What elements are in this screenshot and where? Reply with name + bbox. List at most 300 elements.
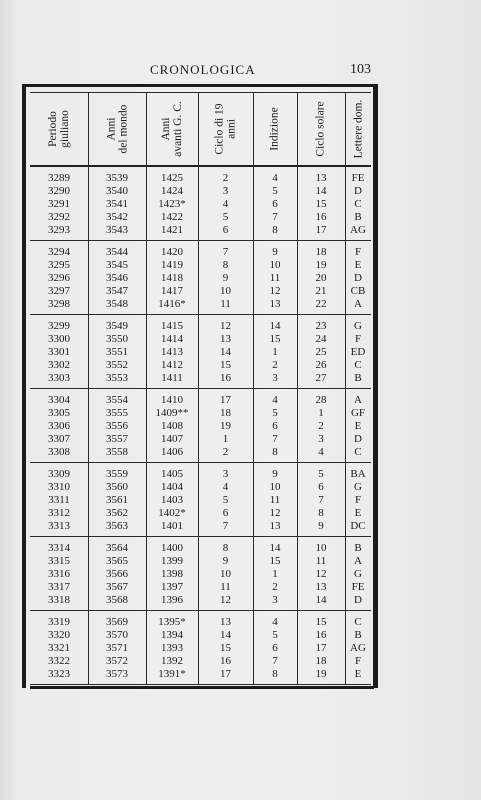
table-cell: 1397 [161, 581, 183, 593]
table-cell: 3304 [48, 394, 70, 406]
table-cell: 3 [272, 372, 278, 384]
column-header-2 [88, 93, 146, 165]
table-cell: 1402* [158, 507, 186, 519]
table-cell: 1 [272, 346, 278, 358]
table-cell: 15 [315, 616, 327, 628]
chronology-table [22, 84, 378, 688]
table-cell: 1396 [161, 594, 183, 606]
year-group [30, 462, 371, 537]
year-group [30, 536, 371, 611]
table-cell: 3315 [48, 555, 70, 567]
table-cell: 8 [318, 507, 324, 519]
table-cell: 3570 [106, 629, 128, 641]
column-header-1 [30, 93, 88, 165]
table-row [30, 185, 371, 198]
table-cell: 1394 [161, 629, 183, 641]
table-cell: 4 [318, 446, 324, 458]
table-cell: D [354, 594, 362, 606]
table-cell: 11 [220, 581, 231, 593]
table-cell: 7 [272, 211, 278, 223]
table-cell: BA [350, 468, 366, 480]
table-row [30, 581, 371, 594]
table-cell: 3562 [106, 507, 128, 519]
table-cell: 3 [272, 594, 278, 606]
table-row [30, 507, 371, 520]
table-cell: 1 [272, 568, 278, 580]
table-row [30, 520, 371, 533]
column-rule [253, 92, 254, 684]
table-bottom-rule [30, 686, 374, 689]
column-header-label: Anni del mondo [105, 104, 129, 154]
table-cell: 10 [220, 568, 231, 580]
table-cell: 4 [272, 394, 278, 406]
table-cell: 1415 [161, 320, 183, 332]
table-row [30, 359, 371, 372]
table-cell: F [354, 494, 362, 506]
table-cell: 1425 [161, 172, 183, 184]
table-cell: 8 [222, 542, 229, 554]
table-cell: 2 [222, 446, 229, 458]
year-group [30, 610, 371, 685]
column-header-4 [198, 93, 253, 165]
table-row [30, 655, 371, 668]
table-cell: 5 [318, 468, 324, 480]
table-cell: 1 [222, 433, 229, 445]
table-row [30, 198, 371, 211]
table-row [30, 246, 371, 259]
table-cell: 3566 [106, 568, 128, 580]
table-cell: 3549 [106, 320, 128, 332]
year-group [30, 388, 371, 463]
table-cell: 3313 [48, 520, 70, 532]
table-cell: 8 [272, 446, 278, 458]
table-row [30, 333, 371, 346]
table-cell: 3572 [106, 655, 128, 667]
table-cell: 3552 [106, 359, 128, 371]
year-group [30, 166, 371, 241]
table-cell: 3309 [48, 468, 70, 480]
table-cell: B [354, 629, 362, 641]
table-cell: E [354, 507, 362, 519]
table-cell: 3 [222, 185, 229, 197]
column-header-label: Indizione [269, 107, 281, 151]
table-cell: B [354, 542, 362, 554]
table-row [30, 272, 371, 285]
table-cell: G [354, 481, 362, 493]
table-row [30, 298, 371, 311]
table-cell: 3567 [106, 581, 128, 593]
table-cell: 16 [315, 629, 327, 641]
table-cell: 10 [315, 542, 327, 554]
table-row [30, 259, 371, 272]
page-number: 103 [350, 62, 371, 77]
table-cell: 3555 [106, 407, 128, 419]
column-header-label: Ciclo di 19 anni [213, 103, 238, 155]
table-row [30, 320, 371, 333]
column-rule [198, 92, 199, 684]
table-cell: A [354, 298, 362, 310]
table-cell: 6 [222, 507, 229, 519]
table-cell: 3546 [106, 272, 128, 284]
table-cell: B [354, 372, 362, 384]
table-cell: 13 [315, 581, 327, 593]
table-cell: C [354, 446, 362, 458]
table-row [30, 481, 371, 494]
table-cell: 15 [269, 555, 281, 567]
table-cell: 1399 [161, 555, 183, 567]
table-inner [30, 92, 371, 690]
table-cell: 14 [220, 346, 231, 358]
table-cell: 22 [315, 298, 327, 310]
table-cell: 3320 [48, 629, 70, 641]
table-cell: 1417 [161, 285, 183, 297]
column-header-3 [146, 93, 198, 165]
table-cell: 19 [315, 668, 327, 680]
table-cell: 19 [220, 420, 231, 432]
table-cell: 15 [220, 642, 231, 654]
table-cell: 5 [272, 407, 278, 419]
table-row [30, 642, 371, 655]
table-cell: 3542 [106, 211, 128, 223]
table-cell: C [354, 616, 362, 628]
table-cell: 1421 [161, 224, 183, 236]
table-cell: 3314 [48, 542, 70, 554]
table-cell: 3571 [106, 642, 128, 654]
table-cell: 3556 [106, 420, 128, 432]
table-cell: 3560 [106, 481, 128, 493]
year-group [30, 314, 371, 389]
table-cell: 21 [315, 285, 327, 297]
table-cell: 3322 [48, 655, 70, 667]
table-cell: 15 [220, 359, 231, 371]
table-cell: 3293 [48, 224, 70, 236]
table-cell: 10 [220, 285, 231, 297]
table-cell: 9 [222, 555, 229, 567]
table-row [30, 616, 371, 629]
table-cell: 3550 [106, 333, 128, 345]
table-cell: 3563 [106, 520, 128, 532]
table-cell: 1409** [155, 407, 189, 419]
table-cell: 2 [272, 581, 278, 593]
table-row [30, 468, 371, 481]
table-row [30, 420, 371, 433]
table-cell: DC [350, 520, 366, 532]
table-cell: 3539 [106, 172, 128, 184]
table-cell: E [354, 420, 362, 432]
table-cell: 3294 [48, 246, 70, 258]
table-cell: 14 [315, 185, 327, 197]
table-cell: 3296 [48, 272, 70, 284]
table-cell: 16 [315, 211, 327, 223]
table-row [30, 172, 371, 185]
table-cell: 23 [315, 320, 327, 332]
table-cell: 3316 [48, 568, 70, 580]
table-cell: 13 [315, 172, 327, 184]
table-cell: 18 [315, 246, 327, 258]
table-cell: 1414 [161, 333, 183, 345]
table-cell: G [354, 568, 362, 580]
table-cell: 10 [269, 259, 281, 271]
table-cell: 3319 [48, 616, 70, 628]
table-cell: 1412 [161, 359, 183, 371]
table-cell: 17 [315, 642, 327, 654]
table-row [30, 285, 371, 298]
table-cell: 1404 [161, 481, 183, 493]
table-cell: D [354, 185, 362, 197]
table-cell: 3544 [106, 246, 128, 258]
table-cell: 3540 [106, 185, 128, 197]
table-cell: 1423* [158, 198, 186, 210]
table-cell: 14 [315, 594, 327, 606]
table-cell: 17 [220, 394, 231, 406]
table-cell: 3323 [48, 668, 70, 680]
table-cell: 7 [272, 655, 278, 667]
table-row [30, 394, 371, 407]
table-cell: 1407 [161, 433, 183, 445]
table-cell: 1391* [158, 668, 186, 680]
table-cell: 7 [318, 494, 324, 506]
table-row [30, 629, 371, 642]
table-cell: AG [350, 642, 366, 654]
table-cell: 4 [222, 481, 229, 493]
table-cell: 8 [222, 259, 229, 271]
table-cell: 3305 [48, 407, 70, 419]
table-cell: 3303 [48, 372, 70, 384]
table-cell: 1411 [161, 372, 183, 384]
column-header-label: Ciclo solare [315, 101, 327, 157]
table-cell: A [354, 394, 362, 406]
table-cell: 3565 [106, 555, 128, 567]
table-cell: 20 [315, 272, 327, 284]
table-row [30, 433, 371, 446]
table-cell: 9 [318, 520, 324, 532]
table-cell: D [354, 272, 362, 284]
table-cell: 8 [272, 668, 278, 680]
table-cell: 3569 [106, 616, 128, 628]
table-cell: 1405 [161, 468, 183, 480]
column-header-label: Lettere dom. [352, 99, 365, 159]
table-row [30, 446, 371, 459]
table-row [30, 594, 371, 607]
table-cell: 1418 [161, 272, 183, 284]
table-row [30, 494, 371, 507]
table-cell: 7 [222, 246, 229, 258]
running-head-title: CRONOLOGICA [150, 62, 256, 77]
table-cell: 14 [220, 629, 231, 641]
table-row [30, 407, 371, 420]
table-cell: 1410 [161, 394, 183, 406]
table-cell: 3290 [48, 185, 70, 197]
table-cell: 1403 [161, 494, 183, 506]
table-cell: 1398 [161, 568, 183, 580]
column-rule [146, 92, 147, 684]
table-cell: ED [350, 346, 366, 358]
table-cell: 5 [272, 629, 278, 641]
table-cell: G [354, 320, 362, 332]
table-cell: 2 [318, 420, 324, 432]
table-cell: 1395* [158, 616, 186, 628]
table-cell: 3308 [48, 446, 70, 458]
table-cell: 3564 [106, 542, 128, 554]
table-cell: 5 [222, 211, 229, 223]
table-cell: 1393 [161, 642, 183, 654]
table-cell: F [354, 333, 362, 345]
table-cell: 12 [220, 594, 231, 606]
table-cell: 3307 [48, 433, 70, 445]
table-cell: 9 [272, 246, 278, 258]
table-cell: 24 [315, 333, 327, 345]
table-cell: 3548 [106, 298, 128, 310]
table-cell: 13 [269, 298, 281, 310]
table-cell: 18 [220, 407, 231, 419]
table-cell: 3553 [106, 372, 128, 384]
table-cell: 1422 [161, 211, 183, 223]
table-cell: 1401 [161, 520, 183, 532]
table-cell: 3291 [48, 198, 70, 210]
table-cell: 3541 [106, 198, 128, 210]
table-cell: 3551 [106, 346, 128, 358]
table-cell: 13 [220, 333, 231, 345]
table-cell: 3289 [48, 172, 70, 184]
table-cell: F [354, 246, 362, 258]
column-header-label: Anni avanti G. C. [160, 101, 185, 157]
table-row [30, 668, 371, 681]
column-header-label: Periodo giuliano [46, 110, 71, 148]
table-cell: 5 [222, 494, 229, 506]
table-header [30, 92, 371, 167]
table-cell: 8 [272, 224, 278, 236]
table-row [30, 346, 371, 359]
table-cell: 12 [269, 507, 281, 519]
column-rule [345, 92, 346, 684]
table-cell: 3558 [106, 446, 128, 458]
table-cell: D [354, 433, 362, 445]
table-cell: 28 [315, 394, 327, 406]
table-cell: 1 [318, 407, 324, 419]
table-cell: 1416* [158, 298, 186, 310]
table-cell: 12 [315, 568, 327, 580]
table-cell: 3302 [48, 359, 70, 371]
table-cell: 4 [272, 172, 278, 184]
table-cell: GF [350, 407, 366, 419]
table-cell: 13 [220, 616, 231, 628]
column-rule [297, 92, 298, 684]
table-cell: 1392 [161, 655, 183, 667]
table-cell: 7 [222, 520, 229, 532]
table-cell: A [354, 555, 362, 567]
table-cell: 26 [315, 359, 327, 371]
table-cell: 5 [272, 185, 278, 197]
table-cell: 16 [220, 655, 231, 667]
table-cell: 2 [272, 359, 278, 371]
table-cell: AG [350, 224, 366, 236]
table-cell: 3561 [106, 494, 128, 506]
table-cell: 12 [220, 320, 231, 332]
table-cell: 3568 [106, 594, 128, 606]
table-cell: 6 [272, 420, 278, 432]
table-cell: 3573 [106, 668, 128, 680]
table-cell: 3554 [106, 394, 128, 406]
table-cell: 7 [272, 433, 278, 445]
table-cell: 3310 [48, 481, 70, 493]
table-cell: C [354, 198, 362, 210]
table-cell: 6 [222, 224, 229, 236]
table-cell: 1420 [161, 246, 183, 258]
column-rule [88, 92, 89, 684]
table-cell: FE [351, 172, 365, 184]
table-cell: 3 [222, 468, 229, 480]
table-cell: 1406 [161, 446, 183, 458]
table-row [30, 542, 371, 555]
table-cell: E [354, 668, 362, 680]
table-row [30, 211, 371, 224]
table-cell: 4 [222, 198, 229, 210]
table-cell: FE [351, 581, 365, 593]
table-cell: 1408 [161, 420, 183, 432]
table-row [30, 568, 371, 581]
table-cell: 3 [318, 433, 324, 445]
table-cell: 19 [315, 259, 327, 271]
table-cell: E [354, 259, 362, 271]
table-cell: 3299 [48, 320, 70, 332]
table-cell: 12 [269, 285, 281, 297]
table-cell: 3306 [48, 420, 70, 432]
table-cell: 1413 [161, 346, 183, 358]
table-row [30, 372, 371, 385]
running-head [0, 62, 481, 82]
table-cell: 15 [269, 333, 281, 345]
table-cell: 3543 [106, 224, 128, 236]
table-cell: 11 [315, 555, 327, 567]
table-cell: B [354, 211, 362, 223]
table-cell: 3300 [48, 333, 70, 345]
table-cell: 11 [269, 272, 281, 284]
table-cell: 3559 [106, 468, 128, 480]
column-header-6 [297, 93, 345, 165]
column-header-5 [253, 93, 297, 165]
table-cell: 16 [220, 372, 231, 384]
table-cell: 25 [315, 346, 327, 358]
table-cell: 6 [318, 481, 324, 493]
table-cell: 27 [315, 372, 327, 384]
table-cell: 1424 [161, 185, 183, 197]
table-cell: 3547 [106, 285, 128, 297]
table-cell: 17 [315, 224, 327, 236]
table-cell: 1400 [161, 542, 183, 554]
table-cell: 3312 [48, 507, 70, 519]
table-cell: 15 [315, 198, 327, 210]
table-cell: 6 [272, 642, 278, 654]
table-cell: 10 [269, 481, 281, 493]
table-cell: C [354, 359, 362, 371]
table-cell: 2 [222, 172, 229, 184]
table-cell: 3297 [48, 285, 70, 297]
table-cell: 3298 [48, 298, 70, 310]
table-row [30, 555, 371, 568]
table-cell: 14 [269, 542, 281, 554]
table-cell: 3317 [48, 581, 70, 593]
table-cell: 9 [222, 272, 229, 284]
table-cell: F [354, 655, 362, 667]
table-cell: 18 [315, 655, 327, 667]
table-cell: 3318 [48, 594, 70, 606]
table-cell: 11 [220, 298, 231, 310]
table-row [30, 224, 371, 237]
table-cell: 6 [272, 198, 278, 210]
table-cell: 11 [269, 494, 281, 506]
table-cell: 3321 [48, 642, 70, 654]
table-cell: 3311 [48, 494, 70, 506]
